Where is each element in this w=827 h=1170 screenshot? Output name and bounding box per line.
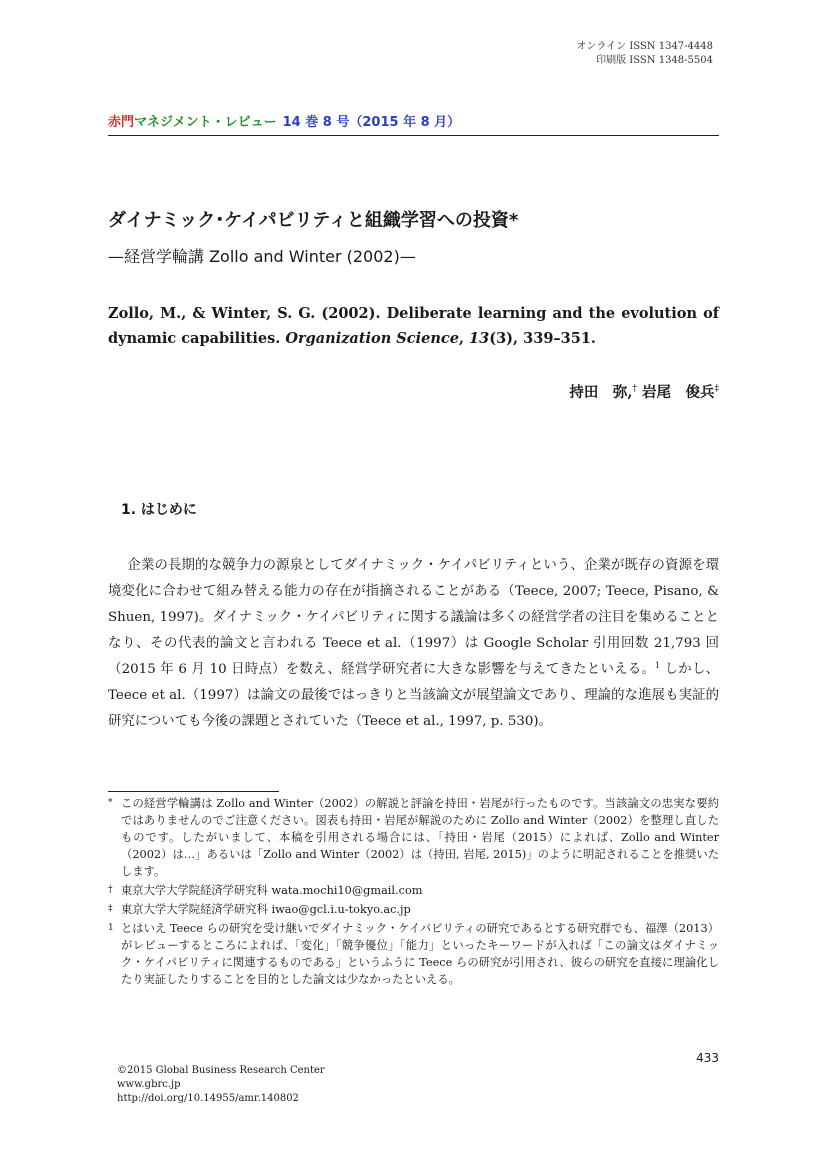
author-iwao: 岩尾 俊兵 [636,384,715,401]
footnote-text: 東京大学大学院経済学研究科 wata.mochi10@gmail.com [121,884,423,897]
print-issn: 印刷版 ISSN 1348-5504 [596,55,713,66]
footnote-mark: 1 [108,923,114,933]
page-number: 433 [696,1051,719,1065]
online-issn: オンライン ISSN 1347-4448 [576,41,713,52]
doi-link[interactable]: http://doi.org/10.14955/amr.140802 [117,1093,299,1104]
footnote-rule [108,791,279,792]
copyright-block [117,1064,325,1106]
author-mochida: 持田 弥, [569,384,633,401]
paragraph-text-part1: 企業の長期的な競争力の源泉としてダイナミック・ケイパビリティという、企業が既存の資源を環境変化に合わせて組み替える能力の存在が指摘されることがある（Teece, 2007; Teece, Pisano, & Shuen, 1997)。ダイナミック・ケイパビリティに関する議論は多くの経営学者の注目を集めることとなり、その代表的論文と言われる Teece et al.（1997）は Google Scholar 引用回数 21,793 回（2015 年 6 月 10 日時点）を数え、経営学研究者に大きな影響を与えてきたといえる。 [108,558,719,677]
footnote-text: この経営学輪講は Zollo and Winter（2002）の解説と評論を持田・岩尾が行ったものです。当該論文の忠実な要約ではありませんのでご注意ください。図表も持田・岩尾が解説のために Zollo and Winter（2002）を整理し直したものです。したがいまして、本稿を引用される場合には、「持田・岩尾（2015）によれば、Zollo and Winter（2002）は…」あるいは「Zollo and Winter（2002）は（持田, 岩尾, 2015)」のように明記されることを推奨いたします。 [121,797,719,878]
journal-name: マネジメント・レビュー [134,115,277,130]
journal-header [108,111,460,130]
copyright-line: ©2015 Global Business Research Center [117,1065,325,1076]
header-rule [108,135,719,136]
footnote-double-dagger [108,901,719,918]
citation-journal: Organization Science [285,330,459,347]
footnote-ref-1[interactable]: 1 [655,661,661,670]
website-link[interactable]: www.gbrc.jp [117,1079,181,1090]
author-mark-dagger: † [632,384,637,395]
footnote-text: とはいえ Teece らの研究を受け継いでダイナミック・ケイパビリティの研究であるとする研究群でも、福澤（2013）がレビューするところによれば、「変化」「競争優位」「能力」といったキーワードが入れば「この論文はダイナミック・ケイパビリティに関連するものである」というふうに Teece らの研究が引用され、彼らの研究を直接に理論化したり実証したりすることを目的とした論文は少なかったといえる。 [121,922,719,986]
footnote-star [108,795,719,880]
footnote-mark: † [108,885,113,895]
paragraph-text-part2: しかし、Teece et al.（1997）は論文の最後ではっきりと当該論文が展望論文であり、理論的な進展も実証的研究についても今後の課題とされていた（Teece et al., 1997, p. 530)。 [108,662,719,729]
reference-citation [108,301,719,351]
footnote-dagger [108,882,719,899]
citation-separator: , [458,330,470,347]
footnote-mark: * [108,798,113,808]
citation-pages: (3), 339–351. [489,330,596,347]
article-subtitle: —経営学輪講 Zollo and Winter (2002)— [108,247,416,266]
issn-block [576,40,713,68]
footnotes [108,795,719,988]
footnote-mark: ‡ [108,904,113,914]
journal-akamon: 赤門 [108,115,135,130]
author-list [569,381,719,402]
footnote-1 [108,920,719,988]
citation-authors-title: Zollo, M., & Winter, S. G. (2002). Deliberate learning and the evolution of dynamic capabilities. [108,305,719,347]
citation-volume: 13 [469,330,490,347]
article-title: ダイナミック･ケイパビリティと組織学習への投資* [108,210,519,231]
footnote-text: 東京大学大学院経済学研究科 iwao@gcl.i.u-tokyo.ac.jp [121,903,411,916]
paragraph [108,553,719,735]
section-heading: 1. はじめに [121,502,197,518]
author-mark-double-dagger: ‡ [714,384,719,395]
journal-issue: 14 巻 8 号（2015 年 8 月） [282,115,461,130]
body-text [108,553,719,735]
